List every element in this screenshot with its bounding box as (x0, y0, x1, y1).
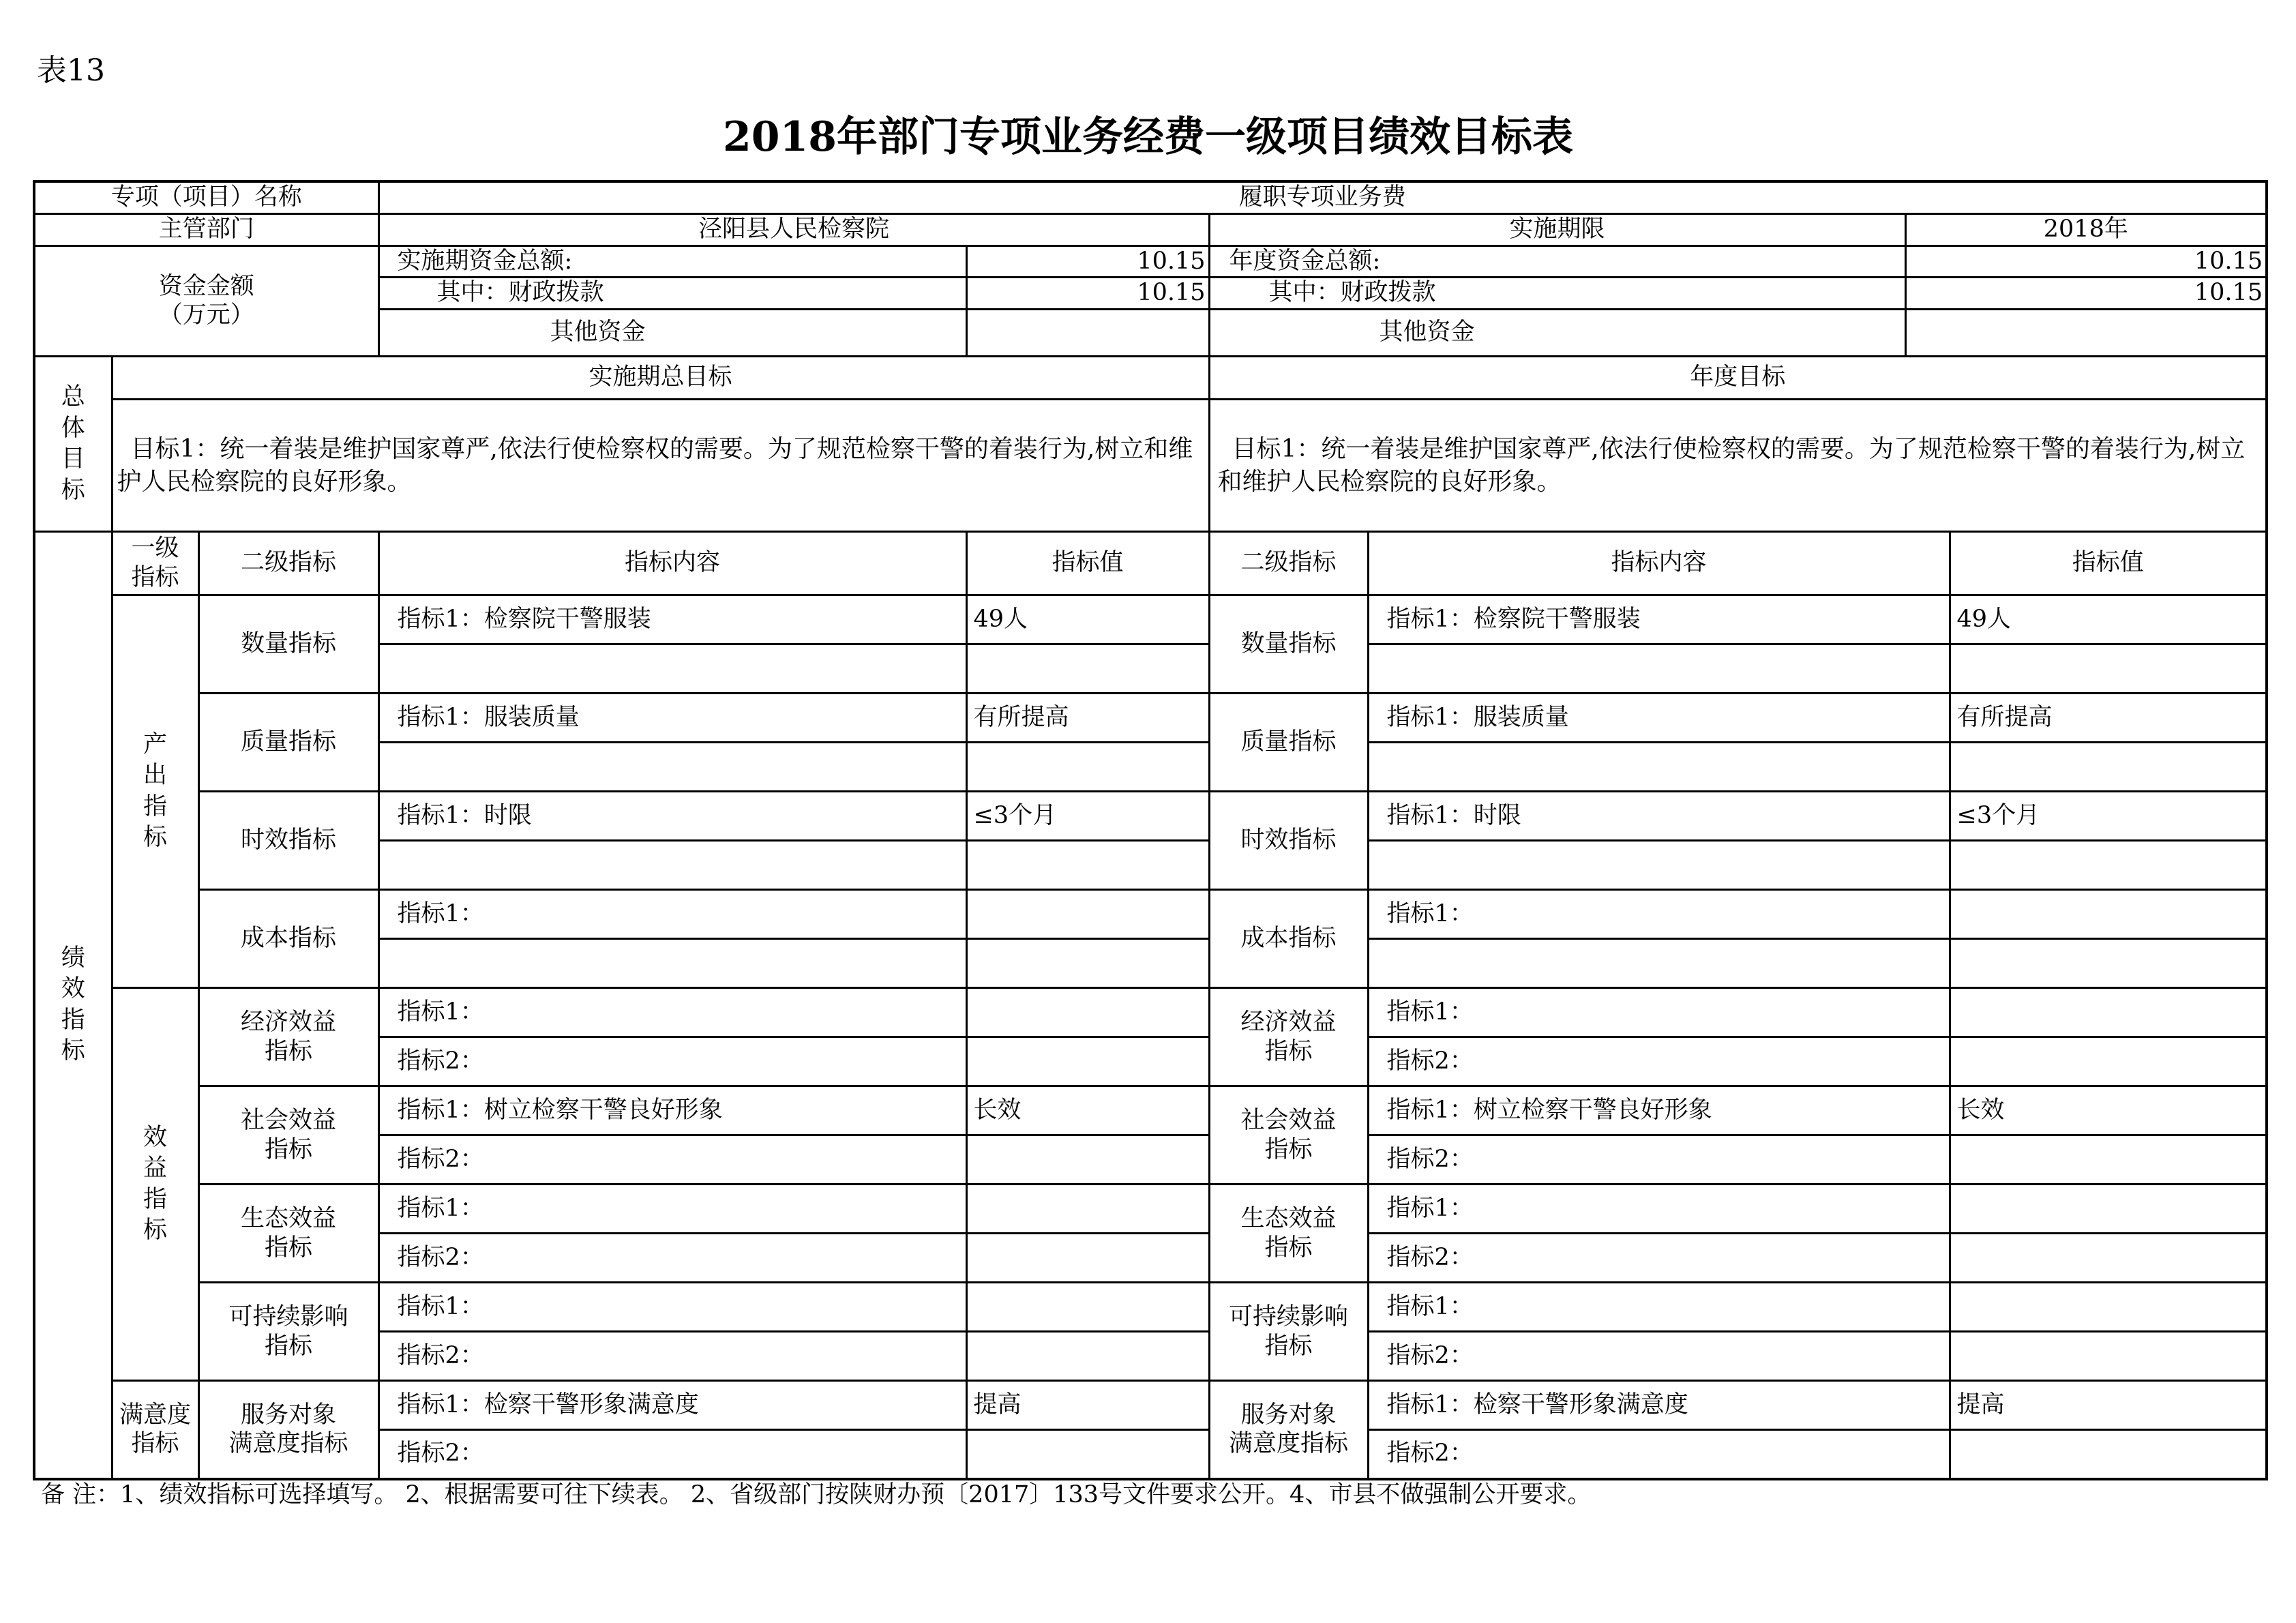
header-annual-level2: 二级指标 (1209, 532, 1368, 595)
level2-indicator-label: 质量指标 (198, 694, 378, 792)
indicator-value (966, 988, 1209, 1037)
indicator-row (34, 595, 2267, 644)
funds-period-value: 10.15 (966, 245, 1209, 278)
annual-indicator-content: 指标2： (1368, 1037, 1950, 1086)
funds-row (34, 245, 2267, 278)
level2-indicator-label: 成本指标 (198, 890, 378, 988)
indicator-value (966, 743, 1209, 792)
annual-level2-indicator-label: 经济效益 指标 (1209, 988, 1368, 1086)
indicator-content: 指标1： (378, 890, 966, 939)
annual-goal-text: 目标1：统一着装是维护国家尊严,依法行使检察权的需要。为了规范检察干警的着装行为,树立和维护人民检察院的良好形象。 (1209, 400, 2267, 532)
funds-period-value: 10.15 (966, 278, 1209, 310)
level1-indicator-cell (112, 988, 198, 1381)
sheet-label: 表13 (37, 53, 105, 88)
period-goal-text: 目标1：统一着装是维护国家尊严,依法行使检察权的需要。为了规范检察干警的着装行为,树立和维护人民检察院的良好形象。 (112, 400, 1209, 532)
annual-indicator-content: 指标2： (1368, 1430, 1950, 1479)
funds-period-value (966, 310, 1209, 357)
indicator-value: 提高 (966, 1381, 1209, 1430)
header-annual-value: 指标值 (1950, 532, 2267, 595)
annual-level2-indicator-label: 社会效益 指标 (1209, 1086, 1368, 1185)
overall-goal-text-row (34, 400, 2267, 532)
annual-indicator-content: 指标1： (1368, 1185, 1950, 1234)
overall-goal-header-row (34, 357, 2267, 400)
annual-indicator-content: 指标1：检察院干警服装 (1368, 595, 1950, 644)
funds-label: 资金金额 （万元） (34, 245, 378, 357)
annual-indicator-content (1368, 644, 1950, 694)
annual-level2-indicator-label: 数量指标 (1209, 595, 1368, 694)
annual-indicator-content: 指标1： (1368, 1283, 1950, 1332)
indicator-value (966, 1332, 1209, 1381)
funds-period-label: 其他资金 (378, 310, 966, 357)
level2-indicator-label: 经济效益 指标 (198, 988, 378, 1086)
header-content: 指标内容 (378, 532, 966, 595)
funds-annual-value (1905, 310, 2267, 357)
annual-indicator-value (1950, 1332, 2267, 1381)
annual-indicator-value: ≤3个月 (1950, 792, 2267, 841)
level2-indicator-label: 可持续影响 指标 (198, 1283, 378, 1381)
annual-indicator-value (1950, 644, 2267, 694)
indicator-content: 指标1： (378, 1283, 966, 1332)
indicator-content (378, 644, 966, 694)
indicator-value (966, 644, 1209, 694)
project-name-row (34, 181, 2267, 213)
performance-header-row (34, 532, 2267, 595)
indicator-content: 指标1：时限 (378, 792, 966, 841)
annual-indicator-content: 指标2： (1368, 1234, 1950, 1283)
header-level2: 二级指标 (198, 532, 378, 595)
indicator-content: 指标1：检察院干警服装 (378, 595, 966, 644)
annual-indicator-content (1368, 939, 1950, 988)
annual-indicator-value: 提高 (1950, 1381, 2267, 1430)
annual-indicator-content: 指标1：检察干警形象满意度 (1368, 1381, 1950, 1430)
annual-level2-indicator-label: 服务对象 满意度指标 (1209, 1381, 1368, 1479)
funds-annual-value: 10.15 (1905, 245, 2267, 278)
indicator-value (966, 1135, 1209, 1185)
indicator-value: 长效 (966, 1086, 1209, 1135)
indicator-value (966, 939, 1209, 988)
header-level1: 一级 指标 (112, 532, 198, 595)
implementation-period-label: 实施期限 (1209, 213, 1905, 245)
performance-label: 绩效指标 (61, 944, 85, 1065)
department-row (34, 213, 2267, 245)
annual-indicator-content: 指标1： (1368, 988, 1950, 1037)
indicator-row (34, 1185, 2267, 1234)
footnote: 备 注：1、绩效指标可选择填写。 2、根据需要可往下续表。 2、省级部门按陕财办预〔2017〕133号文件要求公开。4、市县不做强制公开要求。 (41, 1481, 1592, 1508)
annual-indicator-value (1950, 988, 2267, 1037)
page-title: 2018年部门专项业务经费一级项目绩效目标表 (723, 113, 1573, 161)
annual-indicator-content: 指标1：服装质量 (1368, 694, 1950, 743)
annual-indicator-value: 49人 (1950, 595, 2267, 644)
indicator-row (34, 1381, 2267, 1430)
header-annual-content: 指标内容 (1368, 532, 1950, 595)
annual-level2-indicator-label: 成本指标 (1209, 890, 1368, 988)
indicator-value (966, 1037, 1209, 1086)
indicator-content (378, 743, 966, 792)
indicator-row (34, 1086, 2267, 1135)
level1-indicator-label: 满意度 指标 (112, 1381, 198, 1479)
funds-period-label: 实施期资金总额: (378, 245, 966, 278)
funds-period-label: 其中：财政拨款 (378, 278, 966, 310)
indicator-row (34, 694, 2267, 743)
indicator-row (34, 1283, 2267, 1332)
indicator-value: 有所提高 (966, 694, 1209, 743)
indicator-content: 指标1：树立检察干警良好形象 (378, 1086, 966, 1135)
overall-goal-label: 总体目标 (61, 383, 85, 504)
performance-target-table (33, 180, 2268, 1480)
indicator-content: 指标2： (378, 1430, 966, 1479)
annual-indicator-content: 指标1：树立检察干警良好形象 (1368, 1086, 1950, 1135)
annual-indicator-content (1368, 841, 1950, 890)
annual-indicator-value (1950, 841, 2267, 890)
department-label: 主管部门 (34, 213, 378, 245)
annual-indicator-value (1950, 939, 2267, 988)
level2-indicator-label: 服务对象 满意度指标 (198, 1381, 378, 1479)
indicator-value (966, 1234, 1209, 1283)
indicator-value (966, 1283, 1209, 1332)
funds-annual-label: 其他资金 (1209, 310, 1905, 357)
level2-indicator-label: 社会效益 指标 (198, 1086, 378, 1185)
indicator-content: 指标1： (378, 988, 966, 1037)
indicator-row (34, 792, 2267, 841)
performance-label-cell (34, 532, 112, 1479)
annual-level2-indicator-label: 生态效益 指标 (1209, 1185, 1368, 1283)
overall-goal-label-cell (34, 357, 112, 532)
annual-level2-indicator-label: 质量指标 (1209, 694, 1368, 792)
level2-indicator-label: 生态效益 指标 (198, 1185, 378, 1283)
annual-indicator-value (1950, 1037, 2267, 1086)
project-name-value: 履职专项业务费 (378, 181, 2267, 213)
indicator-content: 指标1： (378, 1185, 966, 1234)
header-value: 指标值 (966, 532, 1209, 595)
indicator-content: 指标2： (378, 1135, 966, 1185)
annual-indicator-value (1950, 1234, 2267, 1283)
annual-indicator-value (1950, 1185, 2267, 1234)
department-value: 泾阳县人民检察院 (378, 213, 1209, 245)
indicator-value (966, 841, 1209, 890)
level2-indicator-label: 数量指标 (198, 595, 378, 694)
funds-annual-label: 年度资金总额: (1209, 245, 1905, 278)
project-name-label: 专项（项目）名称 (34, 181, 378, 213)
indicator-value: ≤3个月 (966, 792, 1209, 841)
funds-annual-label: 其中：财政拨款 (1209, 278, 1905, 310)
indicator-content: 指标2： (378, 1234, 966, 1283)
annual-indicator-content: 指标1：时限 (1368, 792, 1950, 841)
indicator-content: 指标2： (378, 1037, 966, 1086)
annual-indicator-content: 指标2： (1368, 1332, 1950, 1381)
annual-indicator-value (1950, 743, 2267, 792)
annual-indicator-content: 指标1： (1368, 890, 1950, 939)
annual-indicator-value: 长效 (1950, 1086, 2267, 1135)
indicator-content (378, 841, 966, 890)
indicator-value (966, 1430, 1209, 1479)
annual-indicator-content (1368, 743, 1950, 792)
annual-indicator-value (1950, 1135, 2267, 1185)
indicator-value: 49人 (966, 595, 1209, 644)
level2-indicator-label: 时效指标 (198, 792, 378, 890)
indicator-content (378, 939, 966, 988)
period-goal-header: 实施期总目标 (112, 357, 1209, 400)
annual-level2-indicator-label: 时效指标 (1209, 792, 1368, 890)
annual-indicator-value (1950, 1430, 2267, 1479)
annual-indicator-value (1950, 1283, 2267, 1332)
annual-level2-indicator-label: 可持续影响 指标 (1209, 1283, 1368, 1381)
indicator-value (966, 890, 1209, 939)
indicator-value (966, 1185, 1209, 1234)
indicator-content: 指标2： (378, 1332, 966, 1381)
indicator-content: 指标1：服装质量 (378, 694, 966, 743)
indicator-row (34, 890, 2267, 939)
funds-annual-value: 10.15 (1905, 278, 2267, 310)
indicator-content: 指标1：检察干警形象满意度 (378, 1381, 966, 1430)
annual-indicator-content: 指标2： (1368, 1135, 1950, 1185)
level1-indicator-label: 效益指标 (143, 1123, 167, 1244)
annual-indicator-value: 有所提高 (1950, 694, 2267, 743)
level1-indicator-cell (112, 595, 198, 988)
indicator-row (34, 988, 2267, 1037)
annual-goal-header: 年度目标 (1209, 357, 2267, 400)
implementation-period-value: 2018年 (1905, 213, 2267, 245)
annual-indicator-value (1950, 890, 2267, 939)
level1-indicator-label: 产出指标 (143, 730, 167, 851)
